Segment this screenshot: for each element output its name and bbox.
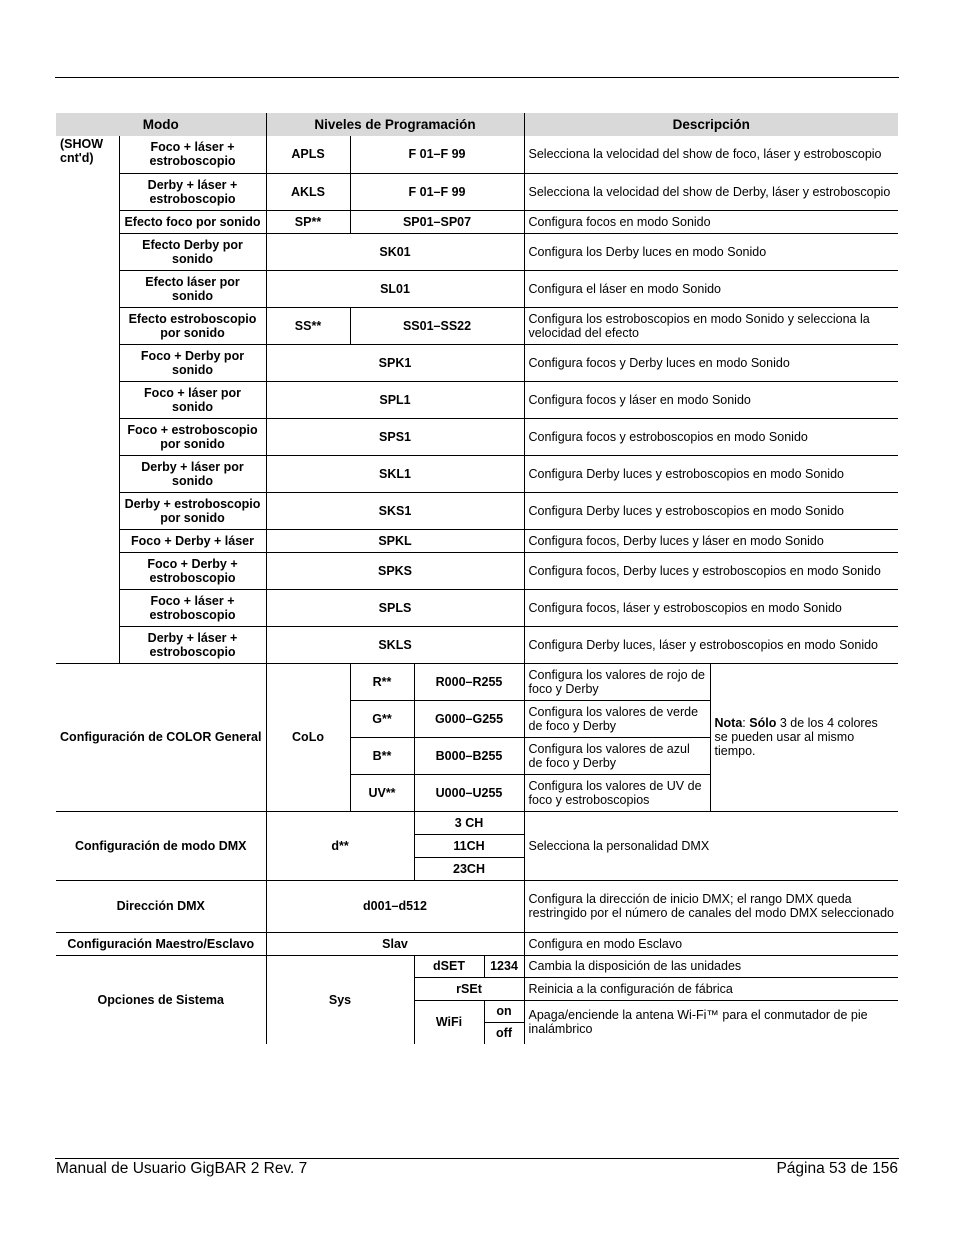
header-modo: Modo	[56, 113, 266, 136]
header-descripcion: Descripción	[524, 113, 898, 136]
color-sub: R**	[350, 663, 414, 700]
table-row	[56, 880, 898, 932]
table-row	[56, 663, 898, 700]
show-mode-desc: Configura los estroboscopios en modo Sonido y selecciona la velocidad del efecto	[524, 307, 898, 344]
table-row	[56, 173, 898, 210]
table-header-row	[56, 113, 898, 136]
footer-manual-title: Manual de Usuario GigBAR 2 Rev. 7	[56, 1160, 308, 1177]
color-desc: Configura los valores de verde de foco y Derby	[524, 700, 710, 737]
table-row	[56, 589, 898, 626]
system-wifi-desc: Apaga/enciende la antena Wi-Fi™ para el conmutador de pie inalámbrico	[524, 1000, 898, 1044]
table-row	[56, 233, 898, 270]
show-mode-level: SPS1	[266, 418, 524, 455]
color-note-label: Nota	[714, 716, 743, 730]
dmx-mode-label: Configuración de modo DMX	[56, 811, 266, 880]
color-desc: Configura los valores de azul de foco y Derby	[524, 737, 710, 774]
show-mode-desc: Selecciona la velocidad del show de foco, láser y estroboscopio	[528, 147, 882, 162]
show-mode-level: SK01	[266, 233, 524, 270]
dmx-address-desc: Configura la dirección de inicio DMX; el rango DMX queda restringido por el número de canales del modo DMX seleccionado	[524, 880, 898, 932]
master-slave-desc: Configura en modo Esclavo	[524, 932, 898, 955]
table-row	[56, 932, 898, 955]
system-wifi-on: on	[484, 1000, 524, 1022]
table-row	[56, 418, 898, 455]
show-mode-level: SPL1	[266, 381, 524, 418]
dmx-mode-desc: Selecciona la personalidad DMX	[524, 811, 898, 880]
show-mode-desc: Configura focos en modo Sonido	[524, 210, 898, 233]
color-range: G000–G255	[414, 700, 524, 737]
dmx-address-range: d001–d512	[266, 880, 524, 932]
show-mode-name: Derby + láser por sonido	[119, 455, 266, 492]
show-mode-level: SPLS	[266, 589, 524, 626]
show-mode-name: Foco + estroboscopio por sonido	[119, 418, 266, 455]
show-mode-desc: Configura los Derby luces en modo Sonido	[524, 233, 898, 270]
show-mode-level: SL01	[266, 270, 524, 307]
system-dset-value: 1234	[484, 955, 524, 977]
show-mode-desc: Configura focos y estroboscopios en modo Sonido	[524, 418, 898, 455]
header-niveles: Niveles de Programación	[266, 113, 524, 136]
show-mode-code: APLS	[266, 136, 350, 173]
show-mode-name: Efecto estroboscopio por sonido	[119, 307, 266, 344]
show-mode-name: Efecto foco por sonido	[119, 210, 266, 233]
show-mode-range: F 01–F 99	[350, 136, 524, 173]
show-mode-name: Derby + estroboscopio por sonido	[119, 492, 266, 529]
show-mode-desc: Selecciona la velocidad del show de Derby, láser y estroboscopio	[524, 173, 898, 210]
table-row	[56, 811, 898, 834]
show-mode-level: SKL1	[266, 455, 524, 492]
color-range: R000–R255	[414, 663, 524, 700]
show-mode-desc: Configura Derby luces y estroboscopios en modo Sonido	[524, 492, 898, 529]
dmx-mode-option: 3 CH	[414, 811, 524, 834]
show-mode-name: Foco + láser por sonido	[119, 381, 266, 418]
table-row	[56, 492, 898, 529]
table-row	[56, 307, 898, 344]
system-rset-desc: Reinicia a la configuración de fábrica	[524, 977, 898, 1000]
color-sub: B**	[350, 737, 414, 774]
show-mode-code: AKLS	[266, 173, 350, 210]
system-rset-label: rSEt	[414, 977, 524, 1000]
show-mode-name: Efecto Derby por sonido	[119, 233, 266, 270]
color-note-text: 3 de los 4 colores se pueden usar al mismo tiempo.	[714, 716, 878, 758]
show-mode-desc: Configura focos y láser en modo Sonido	[524, 381, 898, 418]
show-mode-range: F 01–F 99	[350, 173, 524, 210]
footer-page-number: Página 53 de 156	[776, 1160, 898, 1177]
dmx-address-label: Dirección DMX	[56, 880, 266, 932]
show-mode-code: SS**	[266, 307, 350, 344]
show-mode-name: Foco + Derby + láser	[119, 529, 266, 552]
top-rule	[55, 77, 899, 78]
show-mode-desc: Configura focos y Derby luces en modo Sonido	[524, 344, 898, 381]
show-mode-name: Foco + láser + estroboscopio	[119, 136, 266, 173]
show-mode-level: SKS1	[266, 492, 524, 529]
table-row	[56, 381, 898, 418]
show-mode-level: SPKL	[266, 529, 524, 552]
color-mode-label: Configuración de COLOR General	[56, 663, 266, 811]
master-slave-level: Slav	[266, 932, 524, 955]
show-mode-name: Derby + láser + estroboscopio	[119, 626, 266, 663]
system-wifi-label: WiFi	[414, 1000, 484, 1044]
show-mode-level: SKLS	[266, 626, 524, 663]
show-mode-desc: Configura Derby luces y estroboscopios en modo Sonido	[524, 455, 898, 492]
table-row	[56, 344, 898, 381]
table-row	[56, 552, 898, 589]
show-mode-desc: Configura focos, láser y estroboscopios en modo Sonido	[524, 589, 898, 626]
color-code: CoLo	[266, 663, 350, 811]
color-range: U000–U255	[414, 774, 524, 811]
show-label: (SHOW cnt'd)	[56, 136, 119, 663]
dmx-mode-option: 11CH	[414, 834, 524, 857]
color-range: B000–B255	[414, 737, 524, 774]
table-row	[56, 210, 898, 233]
footer-rule	[55, 1158, 899, 1159]
show-mode-range: SP01–SP07	[350, 210, 524, 233]
dmx-mode-option: 23CH	[414, 857, 524, 880]
show-mode-range: SS01–SS22	[350, 307, 524, 344]
master-slave-label: Configuración Maestro/Esclavo	[56, 932, 266, 955]
system-code: Sys	[266, 955, 414, 1044]
color-sub: G**	[350, 700, 414, 737]
dmx-mode-code: d**	[266, 811, 414, 880]
show-mode-name: Foco + láser + estroboscopio	[119, 589, 266, 626]
system-dset-label: dSET	[414, 955, 484, 977]
show-mode-desc: Configura el láser en modo Sonido	[524, 270, 898, 307]
table-row	[56, 626, 898, 663]
color-note-colon: :	[742, 716, 750, 730]
system-wifi-off: off	[484, 1022, 524, 1044]
show-mode-code: SP**	[266, 210, 350, 233]
color-sub: UV**	[350, 774, 414, 811]
color-note-bold: Sólo	[749, 716, 777, 730]
show-mode-desc: Configura Derby luces, láser y estroboscopios en modo Sonido	[524, 626, 898, 663]
show-mode-level: SPKS	[266, 552, 524, 589]
show-mode-desc: Configura focos, Derby luces y estroboscopios en modo Sonido	[524, 552, 898, 589]
color-note	[710, 663, 898, 811]
system-label: Opciones de Sistema	[56, 955, 266, 1044]
color-desc: Configura los valores de rojo de foco y Derby	[524, 663, 710, 700]
programming-table	[56, 113, 898, 1044]
show-mode-name: Foco + Derby por sonido	[119, 344, 266, 381]
color-desc: Configura los valores de UV de foco y estroboscopios	[524, 774, 710, 811]
show-mode-level: SPK1	[266, 344, 524, 381]
table-row	[56, 955, 898, 977]
show-mode-name: Derby + láser + estroboscopio	[119, 173, 266, 210]
show-mode-desc: Configura focos, Derby luces y láser en modo Sonido	[524, 529, 898, 552]
show-mode-name: Foco + Derby + estroboscopio	[119, 552, 266, 589]
show-mode-name: Efecto láser por sonido	[119, 270, 266, 307]
table-row	[56, 270, 898, 307]
table-row	[56, 529, 898, 552]
table-row	[56, 136, 898, 173]
table-row	[56, 455, 898, 492]
system-dset-desc: Cambia la disposición de las unidades	[524, 955, 898, 977]
